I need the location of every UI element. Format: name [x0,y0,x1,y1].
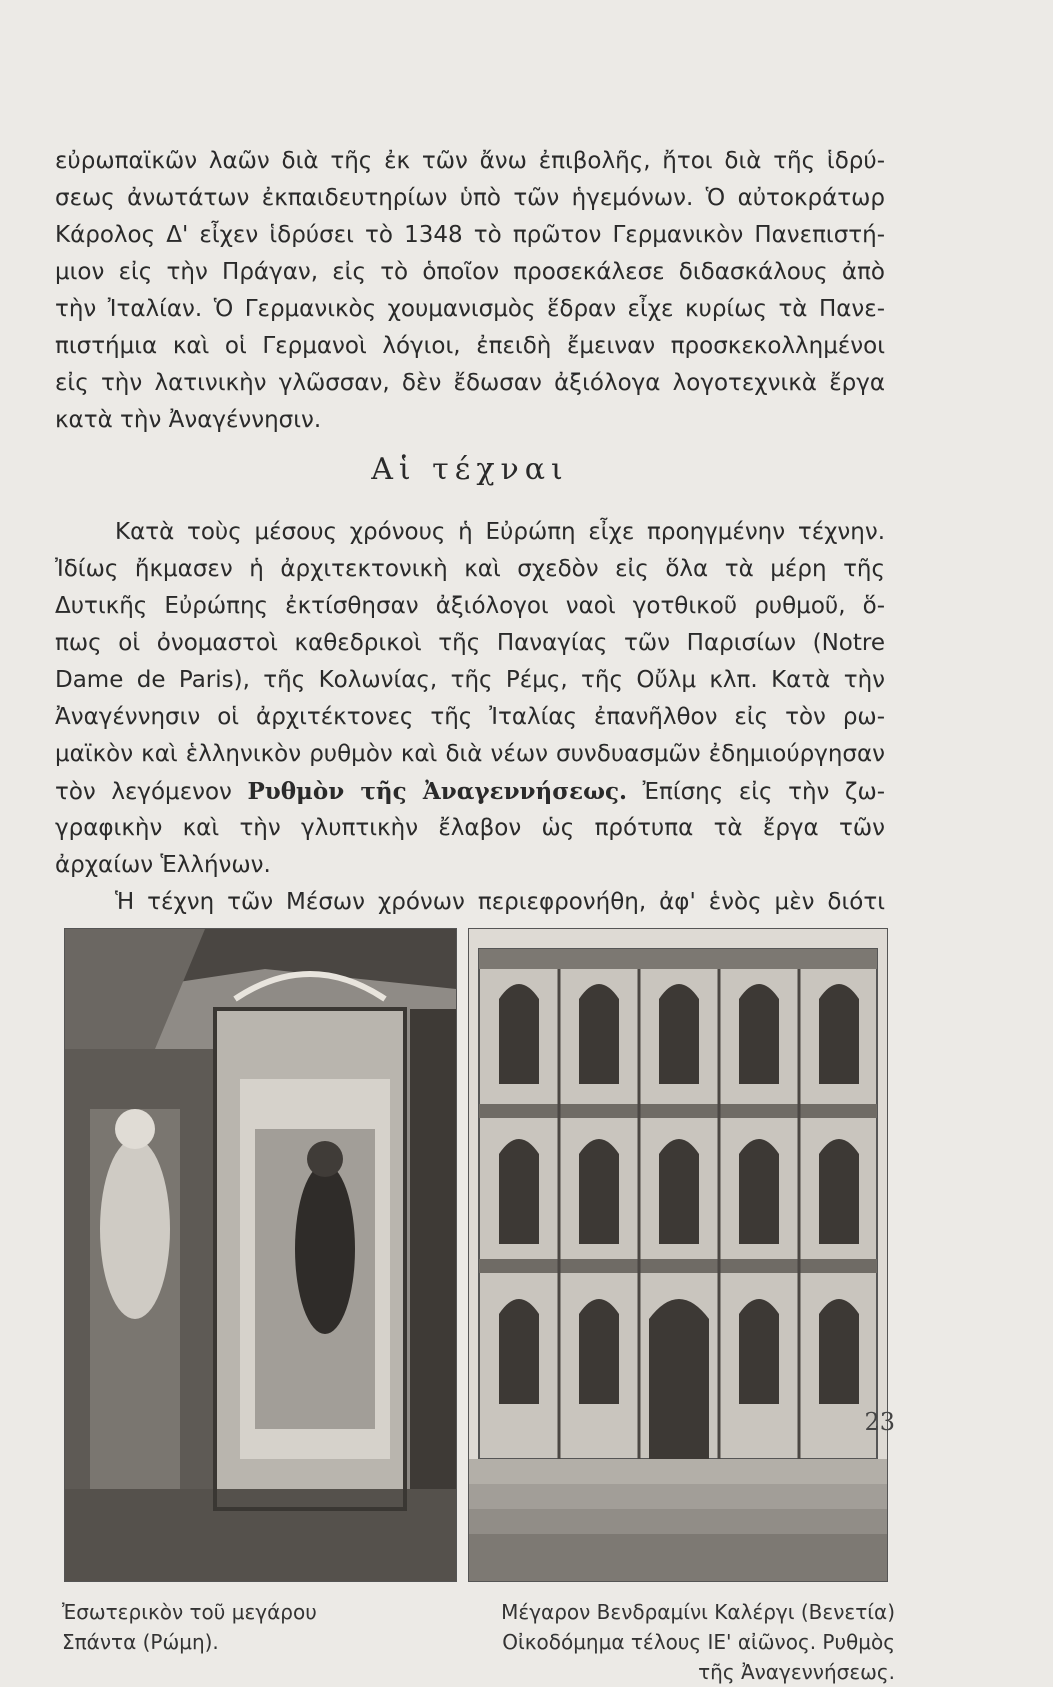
figure-palazzo-spada-interior [64,928,457,1582]
paragraph-universities [55,143,885,439]
text-line: τὴν Ἰταλίαν. Ὁ Γερμανικὸς χουμανισμὸς ἕδραν εἶχε κυρίως τὰ Πανε- [55,296,885,322]
interior-illustration [65,929,456,1581]
text-line: Dame de Paris), τῆς Κολωνίας, τῆς Ρέμς, τῆς Οὔλμ κλπ. Κατὰ τὴν [55,667,885,693]
page-number: 23 [864,1408,895,1436]
text-line: Ἡ τέχνη τῶν Μέσων χρόνων περιεφρονήθη, ἀφ' ἑνὸς μὲν διότι [115,889,885,915]
text-line: πιστήμια καὶ οἱ Γερμανοὶ λόγιοι, ἐπειδὴ ἔμειναν προσκεκολλημένοι [55,333,885,359]
text-line: Δυτικῆς Εὐρώπης ἐκτίσθησαν ἀξιόλογοι ναοὶ γοτθικοῦ ρυθμοῦ, ὅ- [55,593,885,619]
text-run: τὸν λεγόμενον [55,779,248,805]
caption-line: Ἐσωτερικὸν τοῦ μεγάρου [62,1600,317,1624]
text-line: μιον εἰς τὴν Πράγαν, εἰς τὸ ὁποῖον προσεκάλεσε διδασκάλους ἀπὸ [55,259,885,285]
caption-left [62,1597,317,1657]
text-line: Κάρολος Δ' εἶχεν ἱδρύσει τὸ 1348 τὸ πρῶτον Γερμανικὸν Πανεπιστή- [55,222,885,248]
text-line: γραφικὴν καὶ τὴν γλυπτικὴν ἔλαβον ὡς πρότυπα τὰ ἔργα τῶν [55,815,885,841]
caption-line: τῆς Ἀναγεννήσεως. [698,1660,895,1684]
text-run: Ἐπίσης εἰς τὴν ζω- [627,779,885,805]
facade-illustration [469,929,887,1581]
section-heading: Αἱ τέχναι [371,452,569,487]
renaissance-style-term: Ρυθμὸν τῆς Ἀναγεννήσεως. [247,778,628,805]
figure-palazzo-vendramin-calergi [468,928,888,1582]
paragraph-arts [55,514,885,921]
text-line: εἰς τὴν λατινικὴν γλῶσσαν, δὲν ἔδωσαν ἀξιόλογα λογοτεχνικὰ ἔργα [55,370,885,396]
caption-line: Μέγαρον Βενδραμίνι Καλέργι (Βενετία) [501,1600,895,1624]
text-line: Ἀναγέννησιν οἱ ἀρχιτέκτονες τῆς Ἰταλίας ἐπανῆλθον εἰς τὸν ρω- [55,704,885,730]
caption-line: Οἰκοδόμημα τέλους ΙΕ' αἰῶνος. Ρυθμὸς [502,1630,895,1654]
text-line: εὐρωπαϊκῶν λαῶν διὰ τῆς ἐκ τῶν ἄνω ἐπιβολῆς, ἤτοι διὰ τῆς ἱδρύ- [55,148,885,174]
text-line: Κατὰ τοὺς μέσους χρόνους ἡ Εὐρώπη εἶχε προηγμένην τέχνην. [115,519,885,545]
caption-line: Σπάντα (Ρώμη). [62,1630,219,1654]
text-line [55,773,885,810]
text-line: σεως ἀνωτάτων ἐκπαιδευτηρίων ὑπὸ τῶν ἡγεμόνων. Ὁ αὐτοκράτωρ [55,185,885,211]
text-line: ἀρχαίων Ἑλλήνων. [55,852,271,878]
text-line: Ἰδίως ἤκμασεν ἡ ἀρχιτεκτονικὴ καὶ σχεδὸν εἰς ὅλα τὰ μέρη τῆς [55,556,885,582]
text-line: πως οἱ ὀνομαστοὶ καθεδρικοὶ τῆς Παναγίας τῶν Παρισίων (Notre [55,630,885,656]
caption-right [470,1597,895,1687]
text-line: κατὰ τὴν Ἀναγέννησιν. [55,407,322,433]
text-line: μαϊκὸν καὶ ἑλληνικὸν ρυθμὸν καὶ διὰ νέων συνδυασμῶν ἐδημιούργησαν [55,741,885,767]
